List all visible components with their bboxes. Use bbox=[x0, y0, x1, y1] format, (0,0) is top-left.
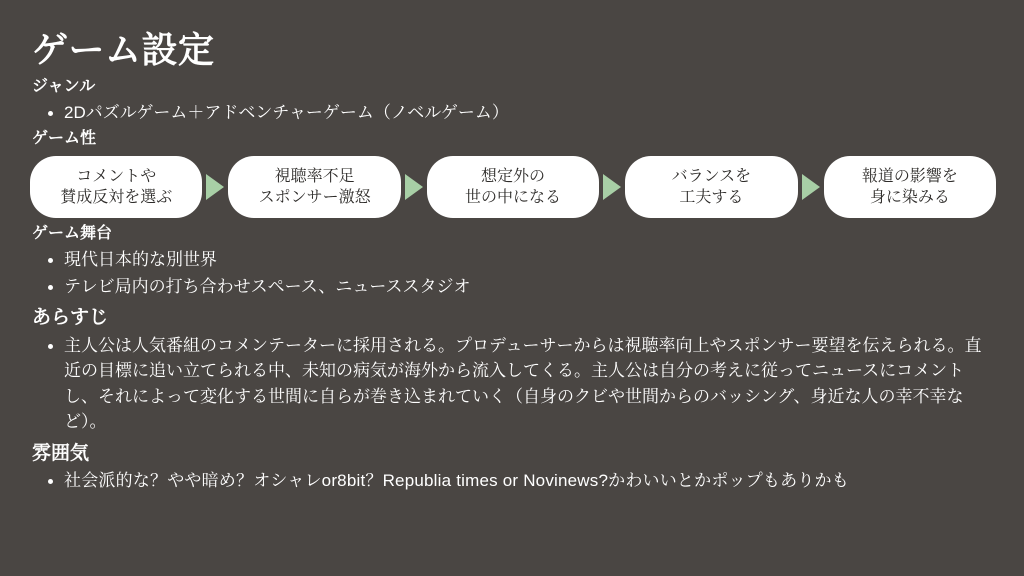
list-item: 主人公は人気番組のコメンテーターに採用される。プロデューサーからは視聴率向上やスポンサー要望を伝えられる。直近の目標に追い立てられる中、未知の病気が海外から流入してくる。主人公は自分の考えに従ってニュースにコメントし、それによって変化する世間に自らが巻き込まれていく（自身のクビや世間からのバッシング、身近な人の幸不幸など）。 bbox=[34, 333, 996, 435]
stage-list bbox=[34, 247, 996, 299]
flow-node bbox=[30, 156, 202, 218]
flow-node bbox=[427, 156, 599, 218]
section-heading-synopsis: あらすじ bbox=[32, 307, 109, 329]
list-item: テレビ局内の打ち合わせスペース、ニューススタジオ bbox=[34, 274, 996, 300]
arrow-right-icon bbox=[802, 174, 820, 200]
section-heading-mood: 雰囲気 bbox=[32, 442, 90, 464]
section-heading-stage: ゲーム舞台 bbox=[32, 225, 113, 243]
section-heading-genre: ジャンル bbox=[32, 78, 96, 96]
flow-node-line2: 身に染みる bbox=[869, 189, 950, 207]
mood-list bbox=[34, 468, 996, 494]
flow-node-line1: バランスを bbox=[671, 167, 752, 185]
list-item: 2Dパズルゲーム＋アドベンチャーゲーム（ノベルゲーム） bbox=[34, 100, 996, 126]
flow-node-line2: 賛成反対を選ぶ bbox=[60, 189, 173, 207]
gameplay-flow-diagram bbox=[30, 156, 996, 218]
synopsis-list bbox=[34, 333, 996, 435]
flow-node-line2: スポンサー激怒 bbox=[258, 189, 371, 207]
section-heading-gameplay: ゲーム性 bbox=[32, 130, 97, 148]
flow-node-line2: 世の中になる bbox=[465, 189, 562, 207]
arrow-right-icon bbox=[206, 174, 224, 200]
arrow-right-icon bbox=[603, 174, 621, 200]
list-item: 現代日本的な別世界 bbox=[34, 247, 996, 273]
flow-node-line1: 視聴率不足 bbox=[274, 167, 355, 185]
page-title: ゲーム設定 bbox=[32, 29, 215, 70]
flow-node bbox=[824, 156, 996, 218]
arrow-right-icon bbox=[405, 174, 423, 200]
list-item: 社会派的な？やや暗め？オシャレor8bit？Republia times or Novinews?かわいいとかポップもありかも bbox=[34, 468, 996, 494]
flow-node-line1: 想定外の bbox=[481, 167, 546, 185]
flow-node-line2: 工夫する bbox=[679, 189, 744, 207]
genre-list bbox=[34, 100, 996, 126]
flow-node bbox=[625, 156, 797, 218]
flow-node-line1: 報道の影響を bbox=[861, 167, 958, 185]
flow-node bbox=[228, 156, 400, 218]
flow-node-line1: コメントや bbox=[76, 167, 157, 185]
